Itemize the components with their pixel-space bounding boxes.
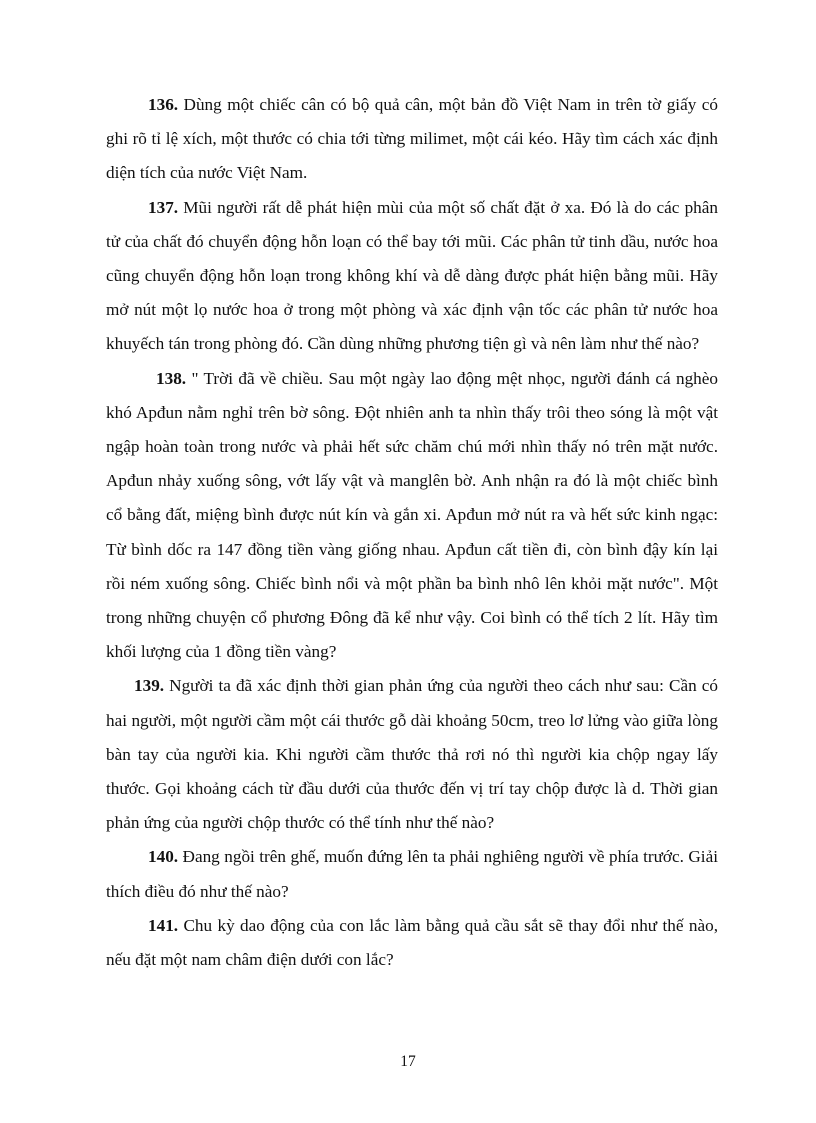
problem-text: Dùng một chiếc cân có bộ quả cân, một bản đồ Việt Nam in trên tờ giấy có ghi rõ tỉ lệ xích, một thước có chia tới từng milimet, một cái kéo. Hãy tìm cách xác định diện tích của nước Việt Nam. [106, 95, 718, 183]
page-body [106, 88, 718, 977]
problem-number: 138. [156, 368, 187, 388]
problem-text: " Trời đã về chiều. Sau một ngày lao động mệt nhọc, người đánh cá nghèo khó Apđun nằm nghỉ trên bờ sông. Đột nhiên anh ta nhìn thấy trôi theo sóng là một vật ngập hoàn toàn trong nước và phải hết sức chăm chú mới nhìn thấy nó trên mặt nước. Apđun nhảy xuống sông, vớt lấy vật và manglên bờ. Anh nhận ra đó là một chiếc bình cổ bằng đất, miệng bình được nút kín và gắn xi. Apđun mở nút ra và hết sức kinh ngạc: Từ bình dốc ra 147 đồng tiền vàng giống nhau. Apđun cất tiền đi, còn bình đậy kín lại rồi ném xuống sông. Chiếc bình nổi và một phần ba bình nhô lên khỏi mặt nước". Một trong những chuyện cổ phương Đông đã kể như vậy. Coi bình có thể tích 2 lít. Hãy tìm khối lượng của 1 đồng tiền vàng? [106, 368, 718, 662]
problem-text: Người ta đã xác định thời gian phản ứng của người theo cách như sau: Cần có hai người, một người cầm một cái thước gỗ dài khoảng 50cm, treo lơ lửng vào giữa lòng bàn tay của người kia. Khi người cầm thước thả rơi nó thì người kia chộp ngay lấy thước. Gọi khoảng cách từ đầu dưới của thước đến vị trí tay chộp được là d. Thời gian phản ứng của người chộp thước có thể tính như thế nào? [106, 676, 718, 833]
problem-text: Chu kỳ dao động của con lắc làm bằng quả cầu sắt sẽ thay đổi như thế nào, nếu đặt một nam châm điện dưới con lắc? [106, 915, 718, 970]
problem-number: 139. [134, 676, 165, 696]
problem-139 [106, 669, 718, 840]
problem-138 [106, 362, 718, 670]
problem-137 [106, 191, 718, 362]
problem-number: 136. [148, 95, 179, 114]
problem-number: 140. [148, 847, 179, 867]
page-number: 17 [400, 1053, 416, 1070]
problem-141 [106, 909, 718, 977]
problem-text: Đang ngồi trên ghế, muốn đứng lên ta phải nghiêng người về phía trước. Giải thích điều đó như thế nào? [106, 847, 718, 901]
problem-140 [106, 840, 718, 908]
problem-136 [106, 88, 718, 191]
problem-text: Mũi người rất dễ phát hiện mùi của một số chất đặt ở xa. Đó là do các phân tử của chất đó chuyển động hỗn loạn có thể bay tới mũi. Các phân tử tinh dầu, nước hoa cũng chuyển động hỗn loạn trong không khí và dễ dàng được phát hiện bằng mũi. Hãy mở nút một lọ nước hoa ở trong một phòng và xác định vận tốc các phân tử nước hoa khuyếch tán trong phòng đó. Cần dùng những phương tiện gì và nên làm như thế nào? [106, 197, 718, 354]
problem-number: 137. [148, 197, 179, 217]
problem-number: 141. [148, 915, 179, 935]
